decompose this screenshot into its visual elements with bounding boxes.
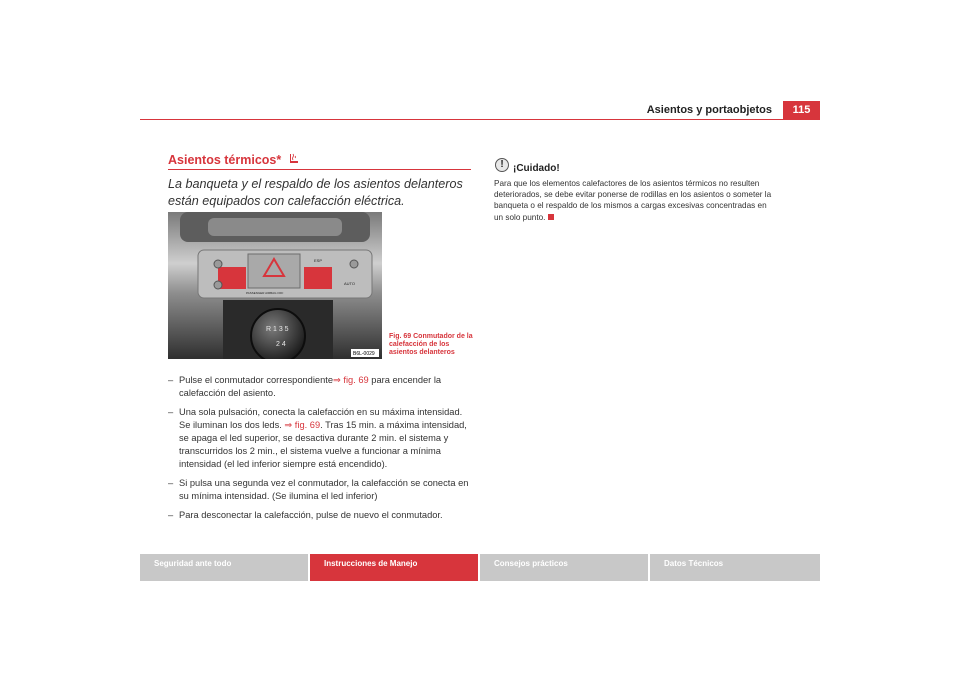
figure-seat-heating-switch: [168, 212, 382, 359]
caution-text: [494, 178, 774, 223]
list-dash: –: [168, 375, 174, 385]
list-dash: –: [168, 510, 174, 520]
gear-pattern-bottom: 2 4: [276, 341, 286, 348]
warning-icon: !: [495, 158, 509, 172]
header-rule: [140, 119, 820, 120]
list-item: [168, 509, 473, 522]
page-header-title: Asientos y portaobjetos: [646, 104, 772, 116]
figure-link[interactable]: ⇒ fig. 69: [284, 420, 321, 430]
step-text-after: para encender la calefacción del asiento.: [179, 375, 442, 398]
tab-seguridad[interactable]: Seguridad ante todo: [140, 554, 308, 581]
tab-consejos[interactable]: Consejos prácticos: [480, 554, 648, 581]
end-square-icon: [548, 214, 554, 220]
tab-instrucciones[interactable]: Instrucciones de Manejo: [310, 554, 478, 581]
esp-label: ESP: [314, 258, 323, 263]
list-dash: –: [168, 478, 174, 488]
step-text-after: . Tras 15 min. a máxima intensidad, se apaga el led superior, se desactiva durante 2 min. el sistema y transcurridos los 2 min., el sistema vuelve a funcionar a mínima intensidad (el led inferior siempre está encendido).: [179, 420, 467, 469]
instruction-list: [168, 374, 473, 528]
list-dash: –: [168, 407, 174, 417]
section-title-text: Asientos térmicos*: [168, 153, 282, 167]
auto-label: AUTO: [344, 281, 356, 286]
caution-title: ¡Cuidado!: [513, 163, 560, 174]
figure-code: B6L-0029: [353, 351, 375, 357]
figure-caption: Fig. 69 Conmutador de la calefacción de los asientos delanteros: [389, 333, 473, 356]
section-title: [168, 153, 300, 167]
tab-datos[interactable]: Datos Técnicos: [650, 554, 820, 581]
list-item: [168, 477, 473, 503]
step-text: Para desconectar la calefacción, pulse de nuevo el conmutador.: [179, 510, 443, 520]
list-item: [168, 406, 473, 471]
step-text: Una sola pulsación, conecta la calefacción en su máxima intensidad. Se iluminan los dos leds.: [179, 407, 463, 430]
figure-link[interactable]: ⇒ fig. 69: [333, 375, 369, 385]
airbag-label: PASSENGER AIRBAG OFF: [246, 291, 284, 295]
section-rule: [168, 169, 471, 170]
gear-pattern-top: R 1 3 5: [266, 326, 289, 333]
caution-body: Para que los elementos calefactores de los asientos térmicos no resulten deteriorados, se debe evitar ponerse de rodillas en los asientos o someter la banqueta o el respaldo de los mismos a cargas excesivas concentradas en un solo punto.: [494, 179, 772, 222]
section-lead: La banqueta y el respaldo de los asientos delanteros están equipados con calefacción eléctrica.: [168, 177, 463, 208]
step-text: Si pulsa una segunda vez el conmutador, la calefacción se conecta en su mínima intensidad. (Se ilumina el led inferior): [179, 478, 469, 501]
page-number: 115: [783, 101, 820, 119]
list-item: [168, 374, 473, 400]
heated-seat-icon: [288, 153, 300, 165]
step-text: Pulse el conmutador correspondiente: [179, 375, 334, 385]
